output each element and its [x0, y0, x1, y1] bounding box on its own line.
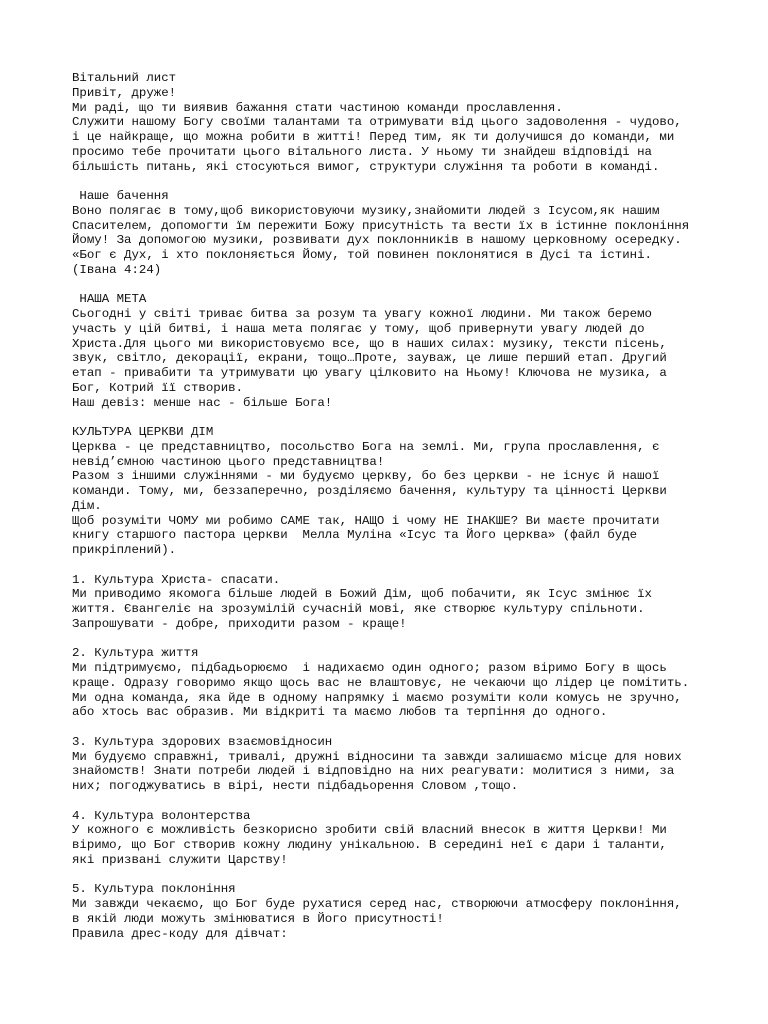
culture-line-5: Дім. [72, 498, 102, 513]
section-3-line-2: знайомств! Знати потреби людей і відповідно на них реагувати: молитися з ними, за [72, 764, 675, 779]
goal-line-1: Сьогодні у світі триває битва за розум та увагу кожної людини. Ми також беремо [72, 307, 652, 321]
culture-line-4: команди. Тому, ми, беззаперечно, розділяємо бачення, культуру та цінності Церкви [72, 484, 667, 498]
culture-line-7: книгу старшого пастора церкви Мелла Муліна «Ісус та Його церква» (файл буде [72, 528, 638, 543]
section-3-heading: 3. Культура здорових взаємовідносин [72, 734, 333, 749]
goal-motto: Наш девіз: менше нас - більше Бога! [72, 395, 333, 410]
section-3-line-1: Ми будуємо справжні, тривалі, дружні відносини та завжди залишаємо місце для нових [72, 749, 682, 764]
goal-line-5: етап - привабити та утримувати цю увагу цілковито на Ньому! Ключова не музика, а [72, 366, 667, 380]
document-page [72, 71, 712, 941]
spacer [72, 794, 712, 809]
section-1-heading: 1. Культура Христа- спасати. [72, 572, 281, 587]
letter-title: Вітальний лист [72, 71, 177, 85]
vision-line-5: (Івана 4:24) [72, 262, 162, 277]
greeting: Привіт, друже! [72, 85, 177, 100]
section-5-line-2: в якій люди можуть змінюватися в Його присутності! [72, 911, 444, 926]
intro-line-1: Ми раді, що ти виявив бажання стати частиною команди прославлення. [72, 100, 563, 115]
spacer [72, 174, 712, 189]
section-4-line-1: У кожного є можливість безкорисно зробити свій власний внесок в життя Церкви! Ми [72, 823, 667, 838]
section-2-line-3: Ми одна команда, яка йде в одному напрямку і маємо розуміти коли комусь не зручно, [72, 690, 682, 705]
section-2-heading: 2. Культура життя [72, 646, 199, 661]
vision-line-3: Йому! За допомогою музики, розвивати дух поклонників в нашому церковному осередку. [72, 233, 682, 248]
dress-code-heading: Правила дрес-коду для дівчат: [72, 926, 288, 941]
section-1-line-1: Ми приводимо якомога більше людей в Божий Дім, щоб побачити, як Ісус змінює їх [72, 587, 652, 602]
culture-line-3: Разом з іншими служіннями - ми будуємо церкву, бо без церкви - не існує й нашої [72, 469, 660, 484]
culture-line-8: прикріплений). [72, 543, 177, 557]
goal-line-6: Бог, Котрий її створив. [72, 380, 244, 395]
section-4-line-3: які призвані служити Царству! [72, 852, 288, 867]
section-1-line-2: життя. Євангеліє на зрозумілій сучасній мові, яке створює культуру спільноти. [72, 602, 645, 616]
intro-line-3: і це найкраще, що можна робити в житті! Перед тим, як ти долучишся до команди, ми [72, 130, 675, 144]
section-2-line-2: краще. Одразу говоримо якщо щось вас не влаштовує, не чекаючи що лідер це помітить. [72, 675, 690, 690]
vision-line-4: «Бог є Дух, і хто поклоняється Йому, той повинен поклонятися в Дусі та істині. [72, 248, 652, 262]
goal-line-3: Христа.Для цього ми використовуємо все, що в наших силах: музику, тексти пісень, [72, 336, 667, 351]
intro-line-5: більшість питань, які стосуються вимог, структури служіння та роботи в команді. [72, 159, 660, 174]
spacer [72, 720, 712, 735]
section-5-line-1: Ми завжди чекаємо, що Бог буде рухатися серед нас, створюючи атмосферу поклоніння, [72, 897, 682, 911]
section-3-line-3: них; погоджуватись в вірі, нести підбадьорення Словом ,тощо. [72, 779, 519, 793]
vision-line-2: Спасителем, допомогти їм пережити Божу присутність та вести їх в істинне поклоніння [72, 218, 690, 233]
intro-line-4: просимо тебе прочитати цього вітального листа. У ньому ти знайдеш відповіді на [72, 144, 652, 159]
section-5-heading: 5. Культура поклоніння [72, 882, 236, 897]
culture-heading: КУЛЬТУРА ЦЕРКВИ ДІМ [72, 425, 214, 439]
spacer [72, 558, 712, 573]
culture-line-2: невід’ємною частиною цього представництва! [72, 454, 385, 469]
spacer [72, 868, 712, 883]
intro-line-2: Служити нашому Богу своїми талантами та отримувати від цього задоволення - чудово, [72, 115, 682, 130]
vision-line-1: Воно полягає в тому,щоб використовуючи музику,знайомити людей з Ісусом,як нашим [72, 203, 660, 218]
spacer [72, 410, 712, 425]
section-2-line-1: Ми підтримуємо, підбадьорюємо і надихаємо один одного; разом віримо Богу в щось [72, 661, 667, 675]
goal-heading: НАША МЕТА [72, 292, 147, 307]
culture-line-6: Щоб розуміти ЧОМУ ми робимо САМЕ так, НАЩО і чому НЕ ІНАКШЕ? Ви маєте прочитати [72, 513, 660, 528]
goal-line-4: звук, світло, декорації, екрани, тощо…Проте, зауваж, це лише перший етап. Другий [72, 351, 667, 366]
vision-heading: Наше бачення [72, 189, 169, 203]
section-2-line-4: або хтось вас образив. Ми відкриті та маємо любов та терпіння до одного. [72, 705, 608, 720]
spacer [72, 278, 712, 293]
goal-line-2: участь у цій битві, і наша мета полягає у тому, щоб привернути увагу людей до [72, 321, 645, 336]
section-4-heading: 4. Культура волонтерства [72, 808, 251, 823]
section-1-line-3: Запрошувати - добре, приходити разом - краще! [72, 616, 407, 631]
spacer [72, 632, 712, 647]
culture-line-1: Церква - це представництво, посольство Бога на землі. Ми, група прославлення, є [72, 439, 660, 454]
section-4-line-2: віримо, що Бог створив кожну людину унікальною. В середині неї є дари і таланти, [72, 838, 667, 852]
